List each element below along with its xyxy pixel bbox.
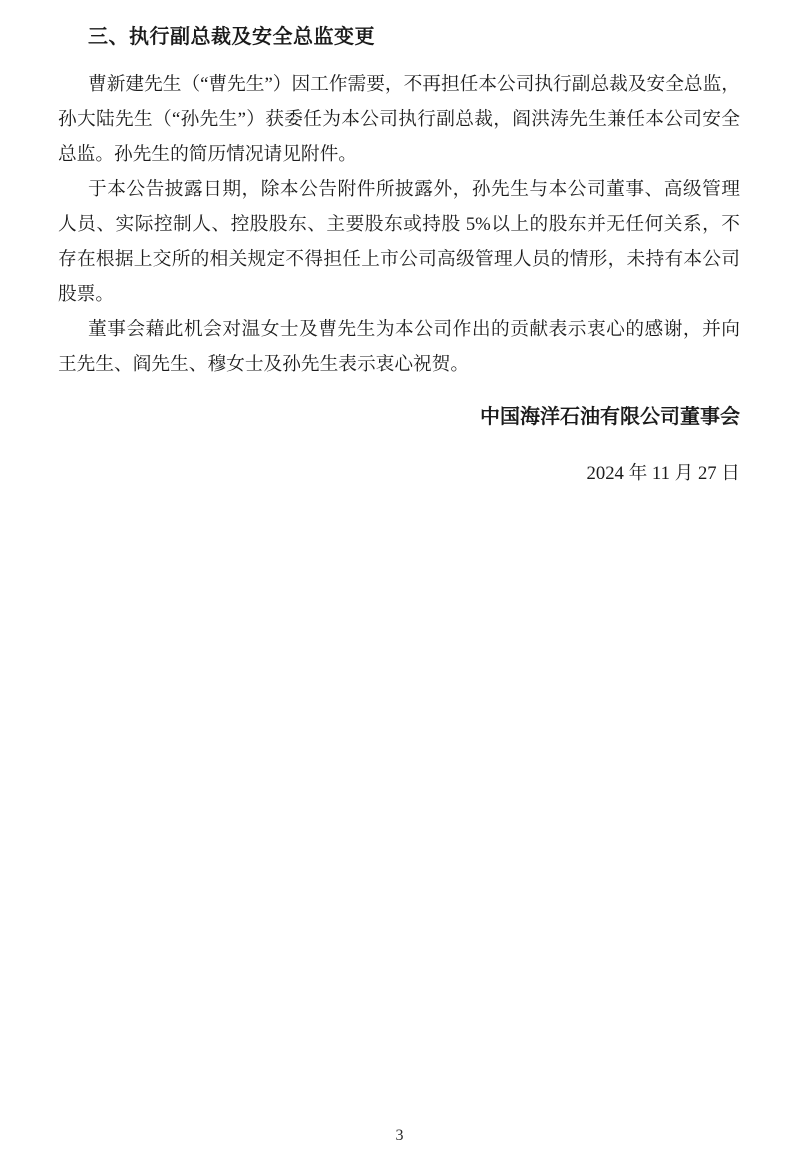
paragraph-executive-change: 曹新建先生（“曹先生”）因工作需要，不再担任本公司执行副总裁及安全总监，孙大陆先生（“孙先生”）获委任为本公司执行副总裁，阎洪涛先生兼任本公司安全总监。孙先生的简历情况请见附件。: [58, 74, 740, 165]
section-heading: 三、执行副总裁及安全总监变更: [88, 26, 375, 48]
document-content: [58, 25, 740, 491]
paragraph-disclosure-statement: 于本公告披露日期，除本公告附件所披露外，孙先生与本公司董事、高级管理人员、实际控制人、控股股东、主要股东或持股 5%以上的股东并无任何关系，不存在根据上交所的相关规定不得担任上市公司高级管理人员的情形，未持有本公司股票。: [58, 179, 740, 305]
page-number: 3: [395, 1127, 404, 1144]
signature-line: 中国海洋石油有限公司董事会: [480, 406, 740, 428]
paragraph-board-thanks: 董事会藉此机会对温女士及曹先生为本公司作出的贡献表示衷心的感谢，并向王先生、阎先生、穆女士及孙先生表示衷心祝贺。: [58, 319, 740, 375]
date-line: 2024 年 11 月 27 日: [586, 463, 740, 484]
